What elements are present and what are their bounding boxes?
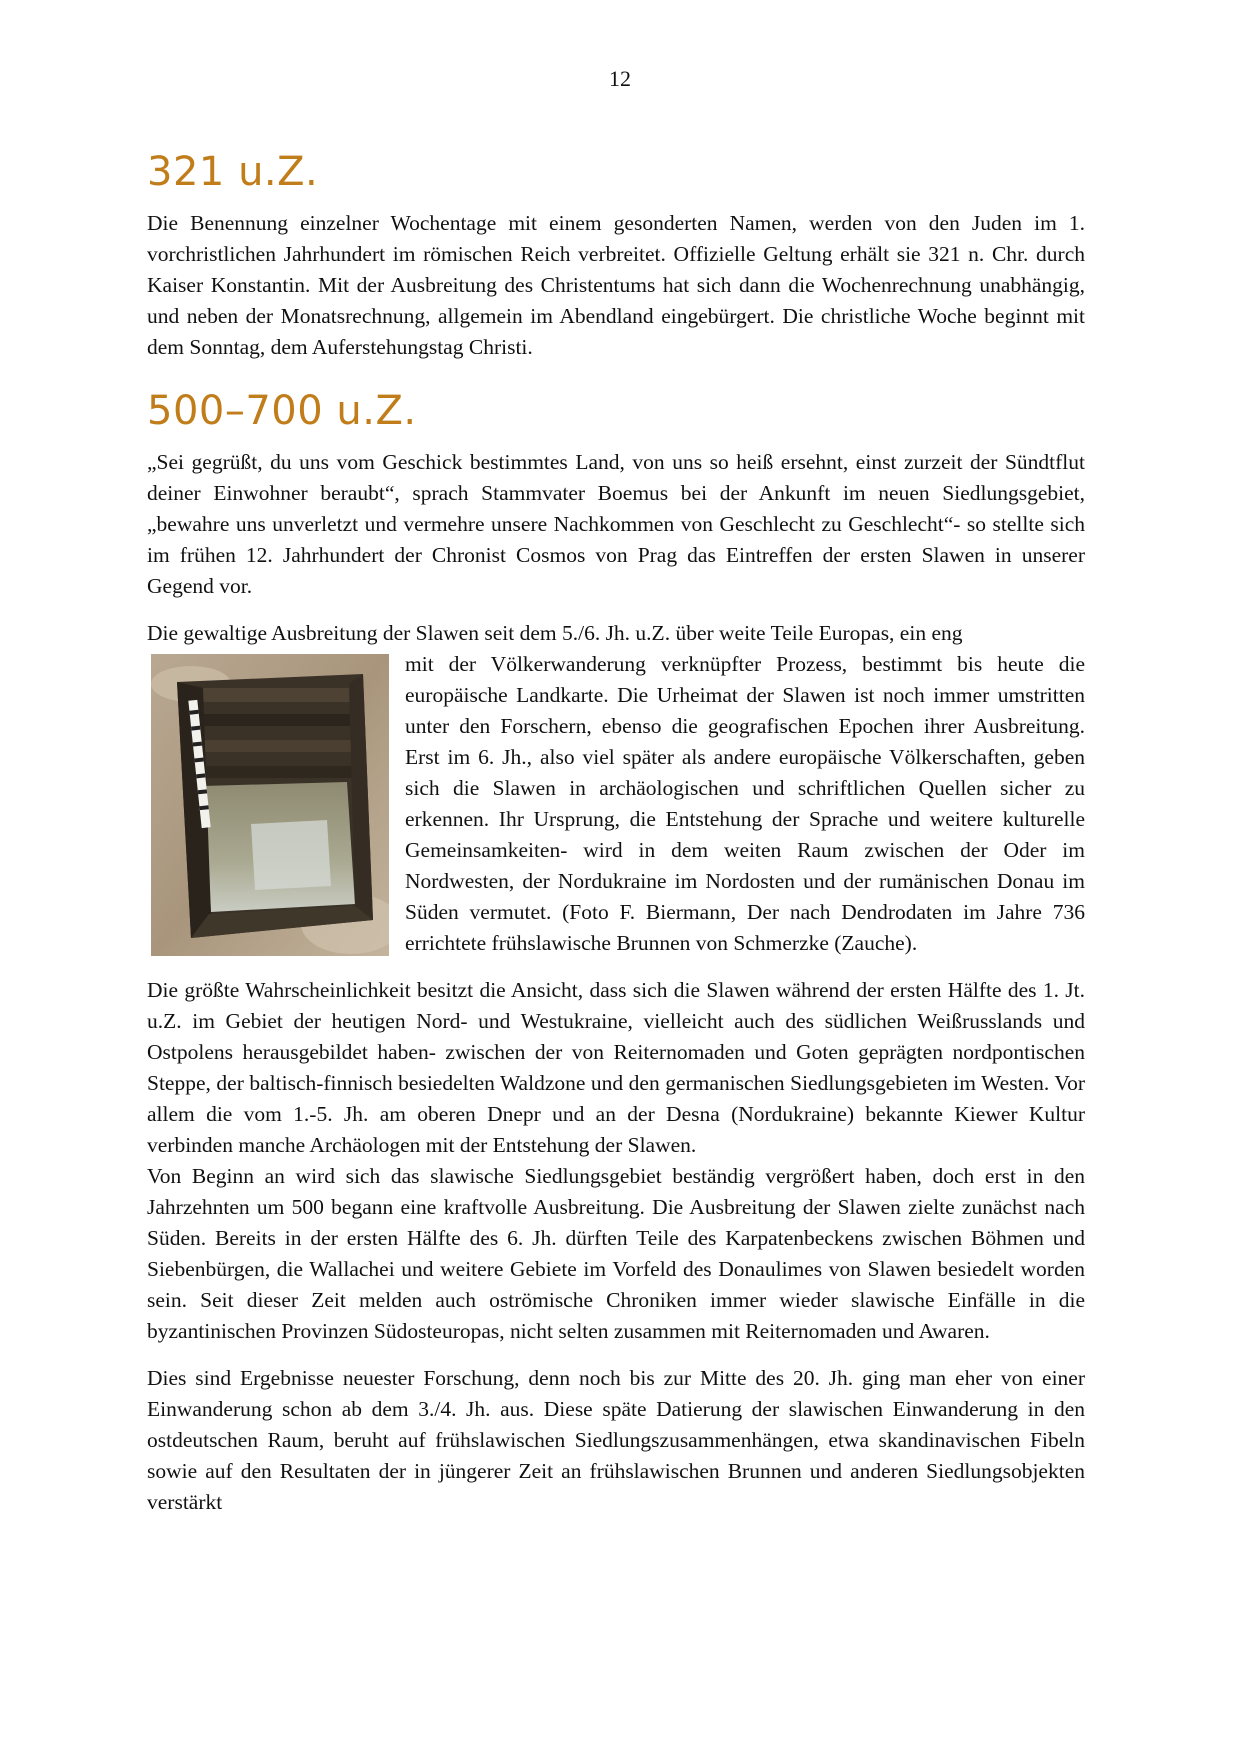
- paragraph-intro-line: Die gewaltige Ausbreitung der Slawen seit dem 5./6. Jh. u.Z. über weite Teile Europas, ein eng: [147, 621, 963, 645]
- well-photo: [151, 654, 389, 956]
- paragraph-research-results: Dies sind Ergebnisse neuester Forschung, denn noch bis zur Mitte des 20. Jh. ging man eher von einer Einwanderung schon ab dem 3./4. Jh. aus. Diese späte Datierung der slawischen Einwanderung in den ostdeutschen Raum, beruht auf frühslawischen Siedlungszusammenhängen, etwa skandinavischen Fibeln sowie auf den Resultaten der in jüngerer Zeit an frühslawischen Brunnen und anderen Siedlungsobjekten verstärkt: [147, 1366, 1085, 1514]
- section-heading-321: 321 u.Z.: [147, 149, 319, 195]
- paragraph-origin-theory: Die größte Wahrscheinlichkeit besitzt die Ansicht, dass sich die Slawen während der ersten Hälfte des 1. Jt. u.Z. im Gebiet der heutigen Nord- und Westukraine, vielleicht auch des südlichen Weißrusslands und Ostpolens herausgebildet haben- zwischen der von Reiternomaden und Goten geprägten nordpontischen Steppe, der baltisch-finnisch besiedelten Waldzone und den germanischen Siedlungsgebieten im Westen. Vor allem die vom 1.-5. Jh. am oberen Dnepr und an der Desna (Nordukraine) bekannte Kiewer Kultur verbinden manche Archäologen mit der Entstehung der Slawen.: [147, 978, 1085, 1157]
- section-heading-500-700: 500–700 u.Z.: [147, 388, 417, 434]
- paragraph-southern-expansion: Von Beginn an wird sich das slawische Siedlungsgebiet beständig vergrößert haben, doch erst in den Jahrzehnten um 500 begann eine kraftvolle Ausbreitung. Die Ausbreitung der Slawen zielte zunächst nach Süden. Bereits in der ersten Hälfte des 6. Jh. dürften Teile des Karpatenbeckens zwischen Böhmen und Siebenbürgen, die Wallachei und weitere Gebiete im Vorfeld des Donaulimes von Slawen besiedelt worden sein. Seit dieser Zeit melden auch oströmische Chroniken immer wieder slawische Einfälle in die byzantinischen Provinzen Südosteuropas, nicht selten zusammen mit Reiternomaden und Awaren.: [147, 1164, 1085, 1343]
- paragraph-cosmos-quote: „Sei gegrüßt, du uns vom Geschick bestimmtes Land, von uns so heiß ersehnt, einst zurzeit der Sündtflut deiner Einwohner beraubt“, sprach Stammvater Boemus bei der Ankunft im neuen Siedlungsgebiet, „bewahre uns unverletzt und vermehre unsere Nachkommen von Geschlecht zu Geschlecht“- so stellte sich im frühen 12. Jahrhundert der Chronist Cosmos von Prag das Eintreffen der ersten Slawen in unserer Gegend vor.: [147, 450, 1085, 598]
- paragraph-slavic-expansion: mit der Völkerwanderung verknüpfter Prozess, bestimmt bis heute die europäische Landkarte. Die Urheimat der Slawen ist noch immer umstritten unter den Forschern, ebenso die geografischen Epochen ihrer Ausbreitung. Erst im 6. Jh., also viel später als andere europäische Völkerschaften, geben sich die Slawen in archäologischen und schriftlichen Quellen sicher zu erkennen. Ihr Ursprung, die Entstehung der Sprache und weitere kulturelle Gemeinsamkeiten- wird in dem weiten Raum zwischen der Oder im Nordwesten, der Nordukraine im Nordosten und der rumänischen Donau im Süden vermutet. (Foto F. Biermann, Der nach Dendrodaten im Jahre 736 errichtete frühslawische Brunnen von Schmerzke (Zauche).: [405, 652, 1085, 955]
- well-photo-image: [151, 654, 389, 956]
- page-number: 12: [609, 66, 631, 91]
- paragraph-weekdays: Die Benennung einzelner Wochentage mit einem gesonderten Namen, werden von den Juden im 1. vorchristlichen Jahrhundert im römischen Reich verbreitet. Offizielle Geltung erhält sie 321 n. Chr. durch Kaiser Konstantin. Mit der Ausbreitung des Christentums hat sich dann die Wochenrechnung unabhängig, und neben der Monatsrechnung, allgemein im Abendland eingebürgert. Die christliche Woche beginnt mit dem Sonntag, dem Auferstehungstag Christi.: [147, 211, 1085, 359]
- document-body: [147, 148, 1085, 1534]
